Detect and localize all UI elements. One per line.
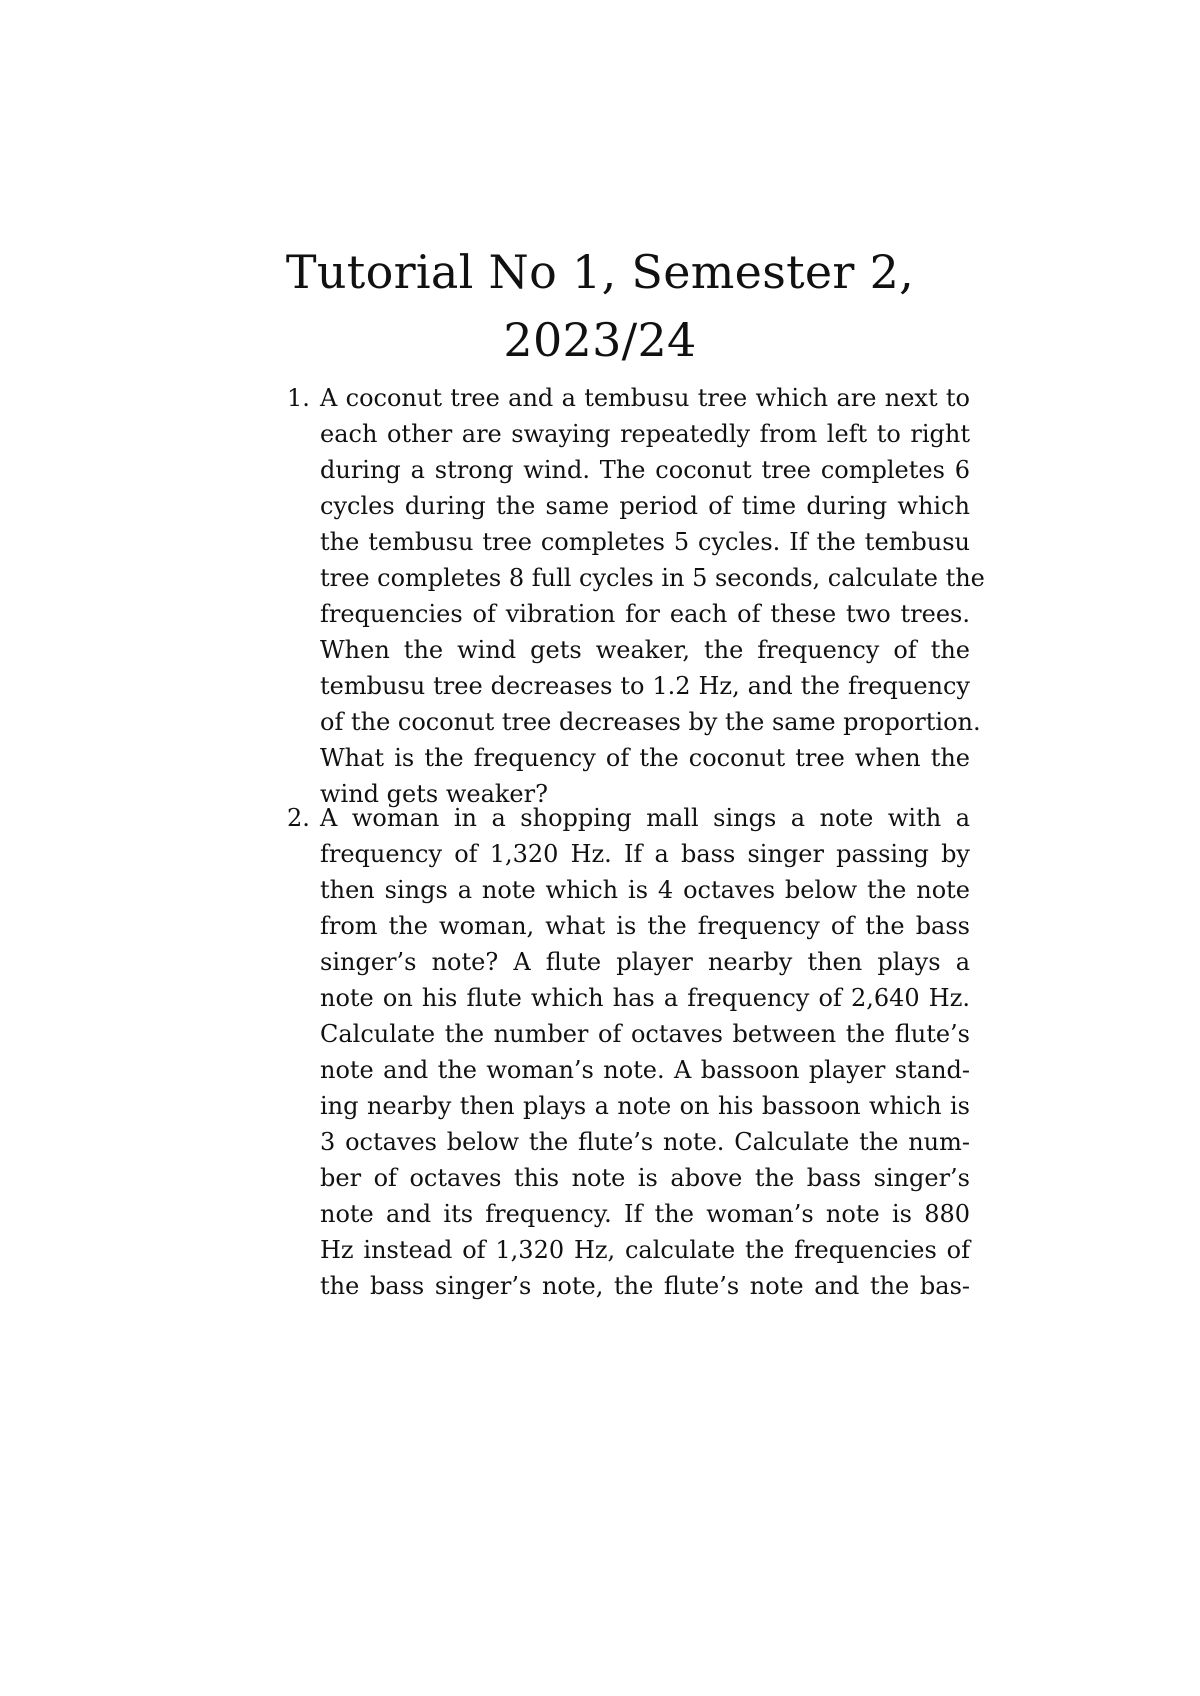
- question-text-line: during a strong wind. The coconut tree completes 6: [320, 456, 970, 484]
- question-text-line: Calculate the number of octaves between the flute’s: [320, 1020, 970, 1048]
- question-text-line: each other are swaying repeatedly from left to right: [320, 420, 970, 448]
- question-text-line: What is the frequency of the coconut tree when the: [320, 744, 970, 772]
- question-text-line: A coconut tree and a tembusu tree which are next to: [320, 384, 970, 412]
- question-text-line: of the coconut tree decreases by the same proportion.: [320, 708, 981, 736]
- question-text-line: 3 octaves below the flute’s note. Calculate the num-: [320, 1128, 970, 1156]
- question-text-line: from the woman, what is the frequency of the bass: [320, 912, 970, 940]
- question-text-line: tembusu tree decreases to 1.2 Hz, and the frequency: [320, 672, 970, 700]
- question-text-line: the tembusu tree completes 5 cycles. If the tembusu: [320, 528, 970, 556]
- question-text-line: wind gets weaker?: [320, 780, 548, 808]
- question-text-line: A woman in a shopping mall sings a note with a: [320, 804, 970, 832]
- question-number: 2.: [287, 804, 310, 832]
- question-text-line: frequency of 1,320 Hz. If a bass singer passing by: [320, 840, 970, 868]
- title-line-1: Tutorial No 1, Semester 2,: [285, 245, 915, 299]
- question-text-line: cycles during the same period of time during which: [320, 492, 970, 520]
- question-text-line: note and its frequency. If the woman’s note is 880: [320, 1200, 970, 1228]
- question-text-line: ber of octaves this note is above the bass singer’s: [320, 1164, 970, 1192]
- question-text-line: tree completes 8 full cycles in 5 seconds, calculate the: [320, 564, 985, 592]
- title-line-2: 2023/24: [503, 313, 697, 367]
- question-text-line: When the wind gets weaker, the frequency of the: [320, 636, 970, 664]
- question-text-line: the bass singer’s note, the flute’s note and the bas-: [320, 1272, 970, 1300]
- question-text-line: frequencies of vibration for each of these two trees.: [320, 600, 970, 628]
- question-text-line: singer’s note? A flute player nearby then plays a: [320, 948, 970, 976]
- question-text-line: ing nearby then plays a note on his bassoon which is: [320, 1092, 970, 1120]
- question-text-line: then sings a note which is 4 octaves below the note: [320, 876, 970, 904]
- question-text-line: note and the woman’s note. A bassoon player stand-: [320, 1056, 970, 1084]
- question-text-line: note on his flute which has a frequency of 2,640 Hz.: [320, 984, 970, 1012]
- question-text-line: Hz instead of 1,320 Hz, calculate the frequencies of: [320, 1236, 970, 1264]
- question-number: 1.: [287, 384, 310, 412]
